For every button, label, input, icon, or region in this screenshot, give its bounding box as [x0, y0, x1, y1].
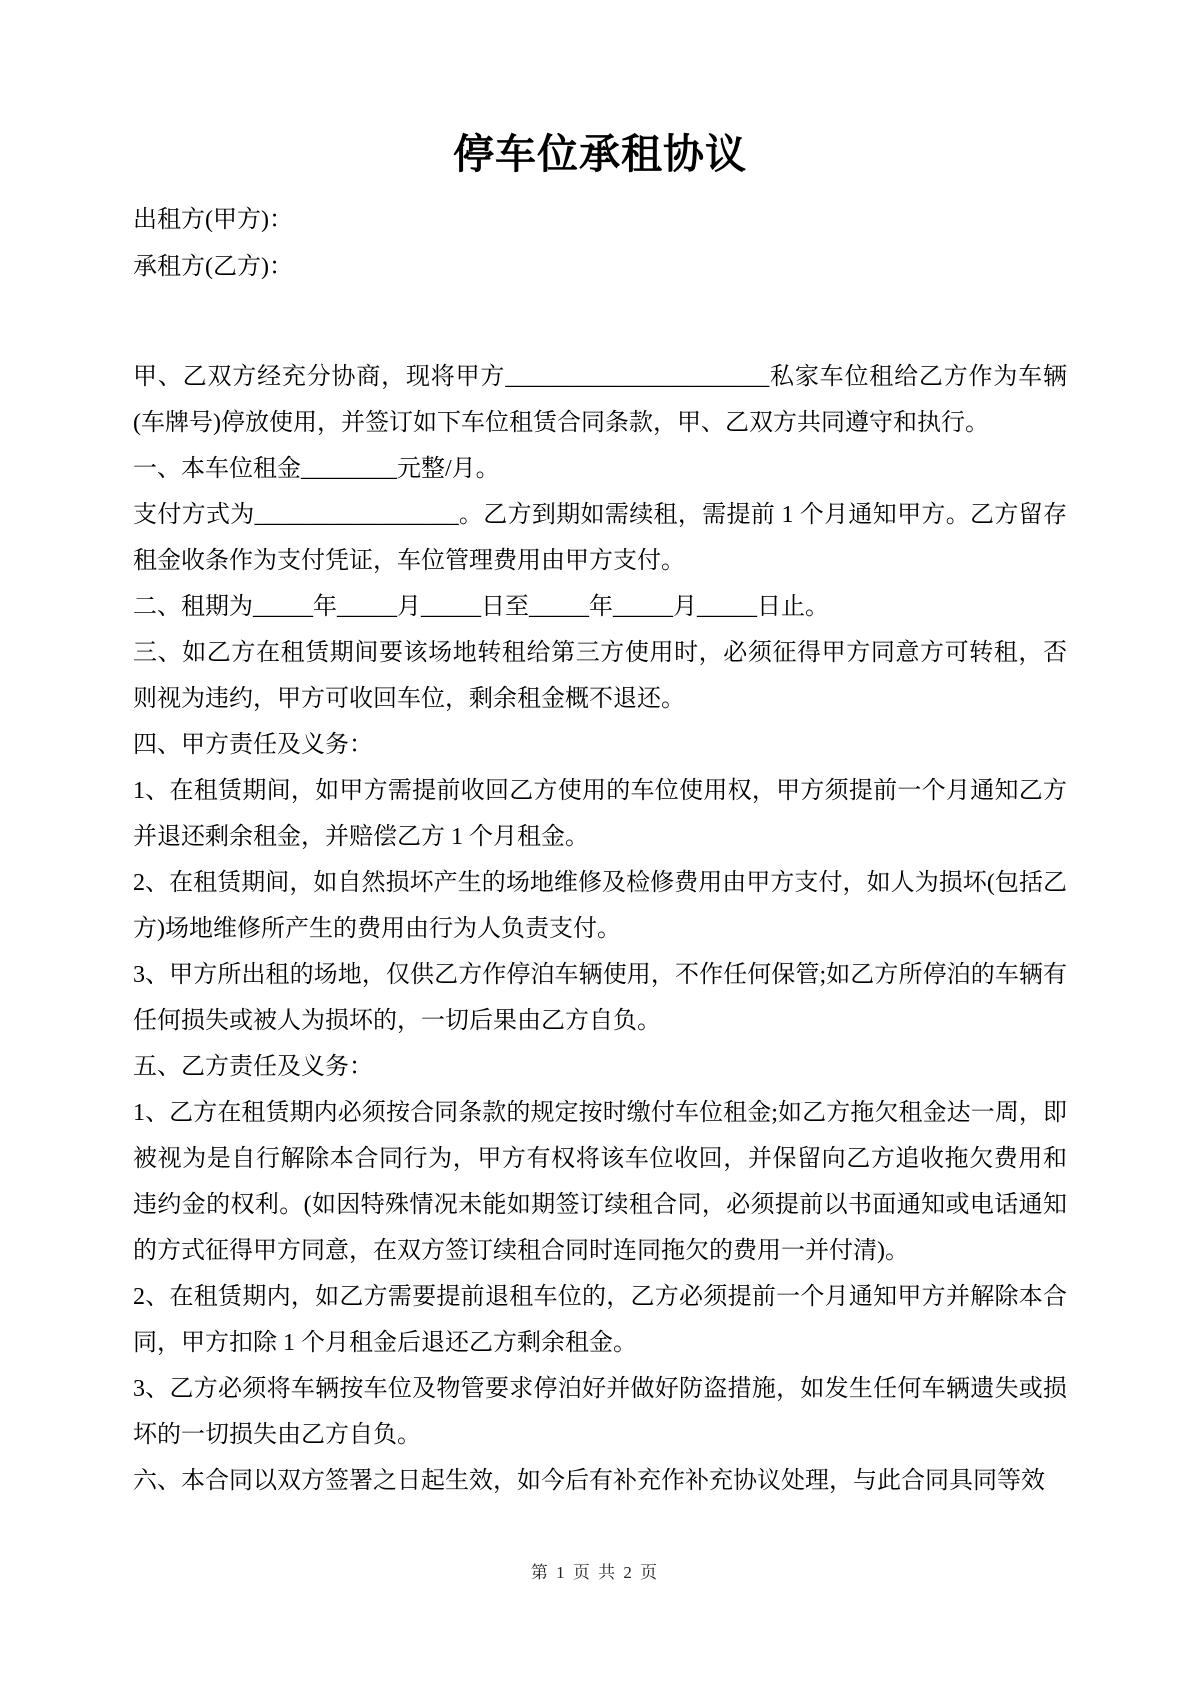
- clause-b-item-3: 3、乙方必须将车辆按车位及物管要求停泊好并做好防盗措施，如发生任何车辆遗失或损坏的一切损失由乙方自负。: [133, 1376, 1067, 1448]
- party-block: [133, 197, 1067, 291]
- page-number: 第 1 页 共 2 页: [530, 1563, 660, 1582]
- party-a-label: 出租方(甲方)：: [133, 207, 293, 233]
- clause-effective: 六、本合同以双方签署之日起生效，如今后有补充作补充协议处理，与此合同具同等效: [133, 1468, 1045, 1494]
- clause-b-item-2: 2、在租赁期内，如乙方需要提前退租车位的，乙方必须提前一个月通知甲方并解除本合同，甲方扣除 1 个月租金后退还乙方剩余租金。: [133, 1284, 1067, 1356]
- clause-a-item-2: 2、在租赁期间，如自然损坏产生的场地维修及检修费用由甲方支付，如人为损坏(包括乙方)场地维修所产生的费用由行为人负责支付。: [133, 870, 1067, 942]
- page-title: 停车位承租协议: [453, 131, 747, 177]
- clause-a-item-1: 1、在租赁期间，如甲方需提前收回乙方使用的车位使用权，甲方须提前一个月通知乙方并退还剩余租金，并赔偿乙方 1 个月租金。: [133, 778, 1067, 850]
- party-b-label: 承租方(乙方)：: [133, 254, 293, 280]
- clause-term: 二、租期为_____年_____月_____日至_____年_____月_____日止。: [133, 594, 829, 620]
- contract-content: [133, 0, 1067, 1504]
- clause-payment: 支付方式为_________________。乙方到期如需续租，需提前 1 个月通知甲方。乙方留存租金收条作为支付凭证，车位管理费用由甲方支付。: [133, 502, 1067, 574]
- para-intro: 甲、乙双方经充分协商，现将甲方______________________私家车位租给乙方作为车辆(车牌号)停放使用，并签订如下车位租赁合同条款，甲、乙双方共同遵守和执行。: [133, 364, 1067, 436]
- clause-sublet: 三、如乙方在租赁期间要该场地转租给第三方使用时，必须征得甲方同意方可转租，否则视为违约，甲方可收回车位，剩余租金概不退还。: [133, 640, 1067, 712]
- clause-b-item-1: 1、乙方在租赁期内必须按合同条款的规定按时缴付车位租金;如乙方拖欠租金达一周，即被视为是自行解除本合同行为，甲方有权将该车位收回，并保留向乙方追收拖欠费用和违约金的权利。(如因特殊情况未能如期签订续租合同，必须提前以书面通知或电话通知的方式征得甲方同意，在双方签订续租合同时连同拖欠的费用一并付清)。: [133, 1100, 1067, 1264]
- clause-rent: 一、本车位租金________元整/月。: [133, 456, 500, 482]
- contract-body: [133, 354, 1067, 1504]
- clause-a-item-3: 3、甲方所出租的场地，仅供乙方作停泊车辆使用，不作任何保管;如乙方所停泊的车辆有任何损失或被人为损坏的，一切后果由乙方自负。: [133, 962, 1067, 1034]
- clause-party-b-duties: 五、乙方责任及义务：: [133, 1054, 373, 1080]
- clause-party-a-duties: 四、甲方责任及义务：: [133, 732, 373, 758]
